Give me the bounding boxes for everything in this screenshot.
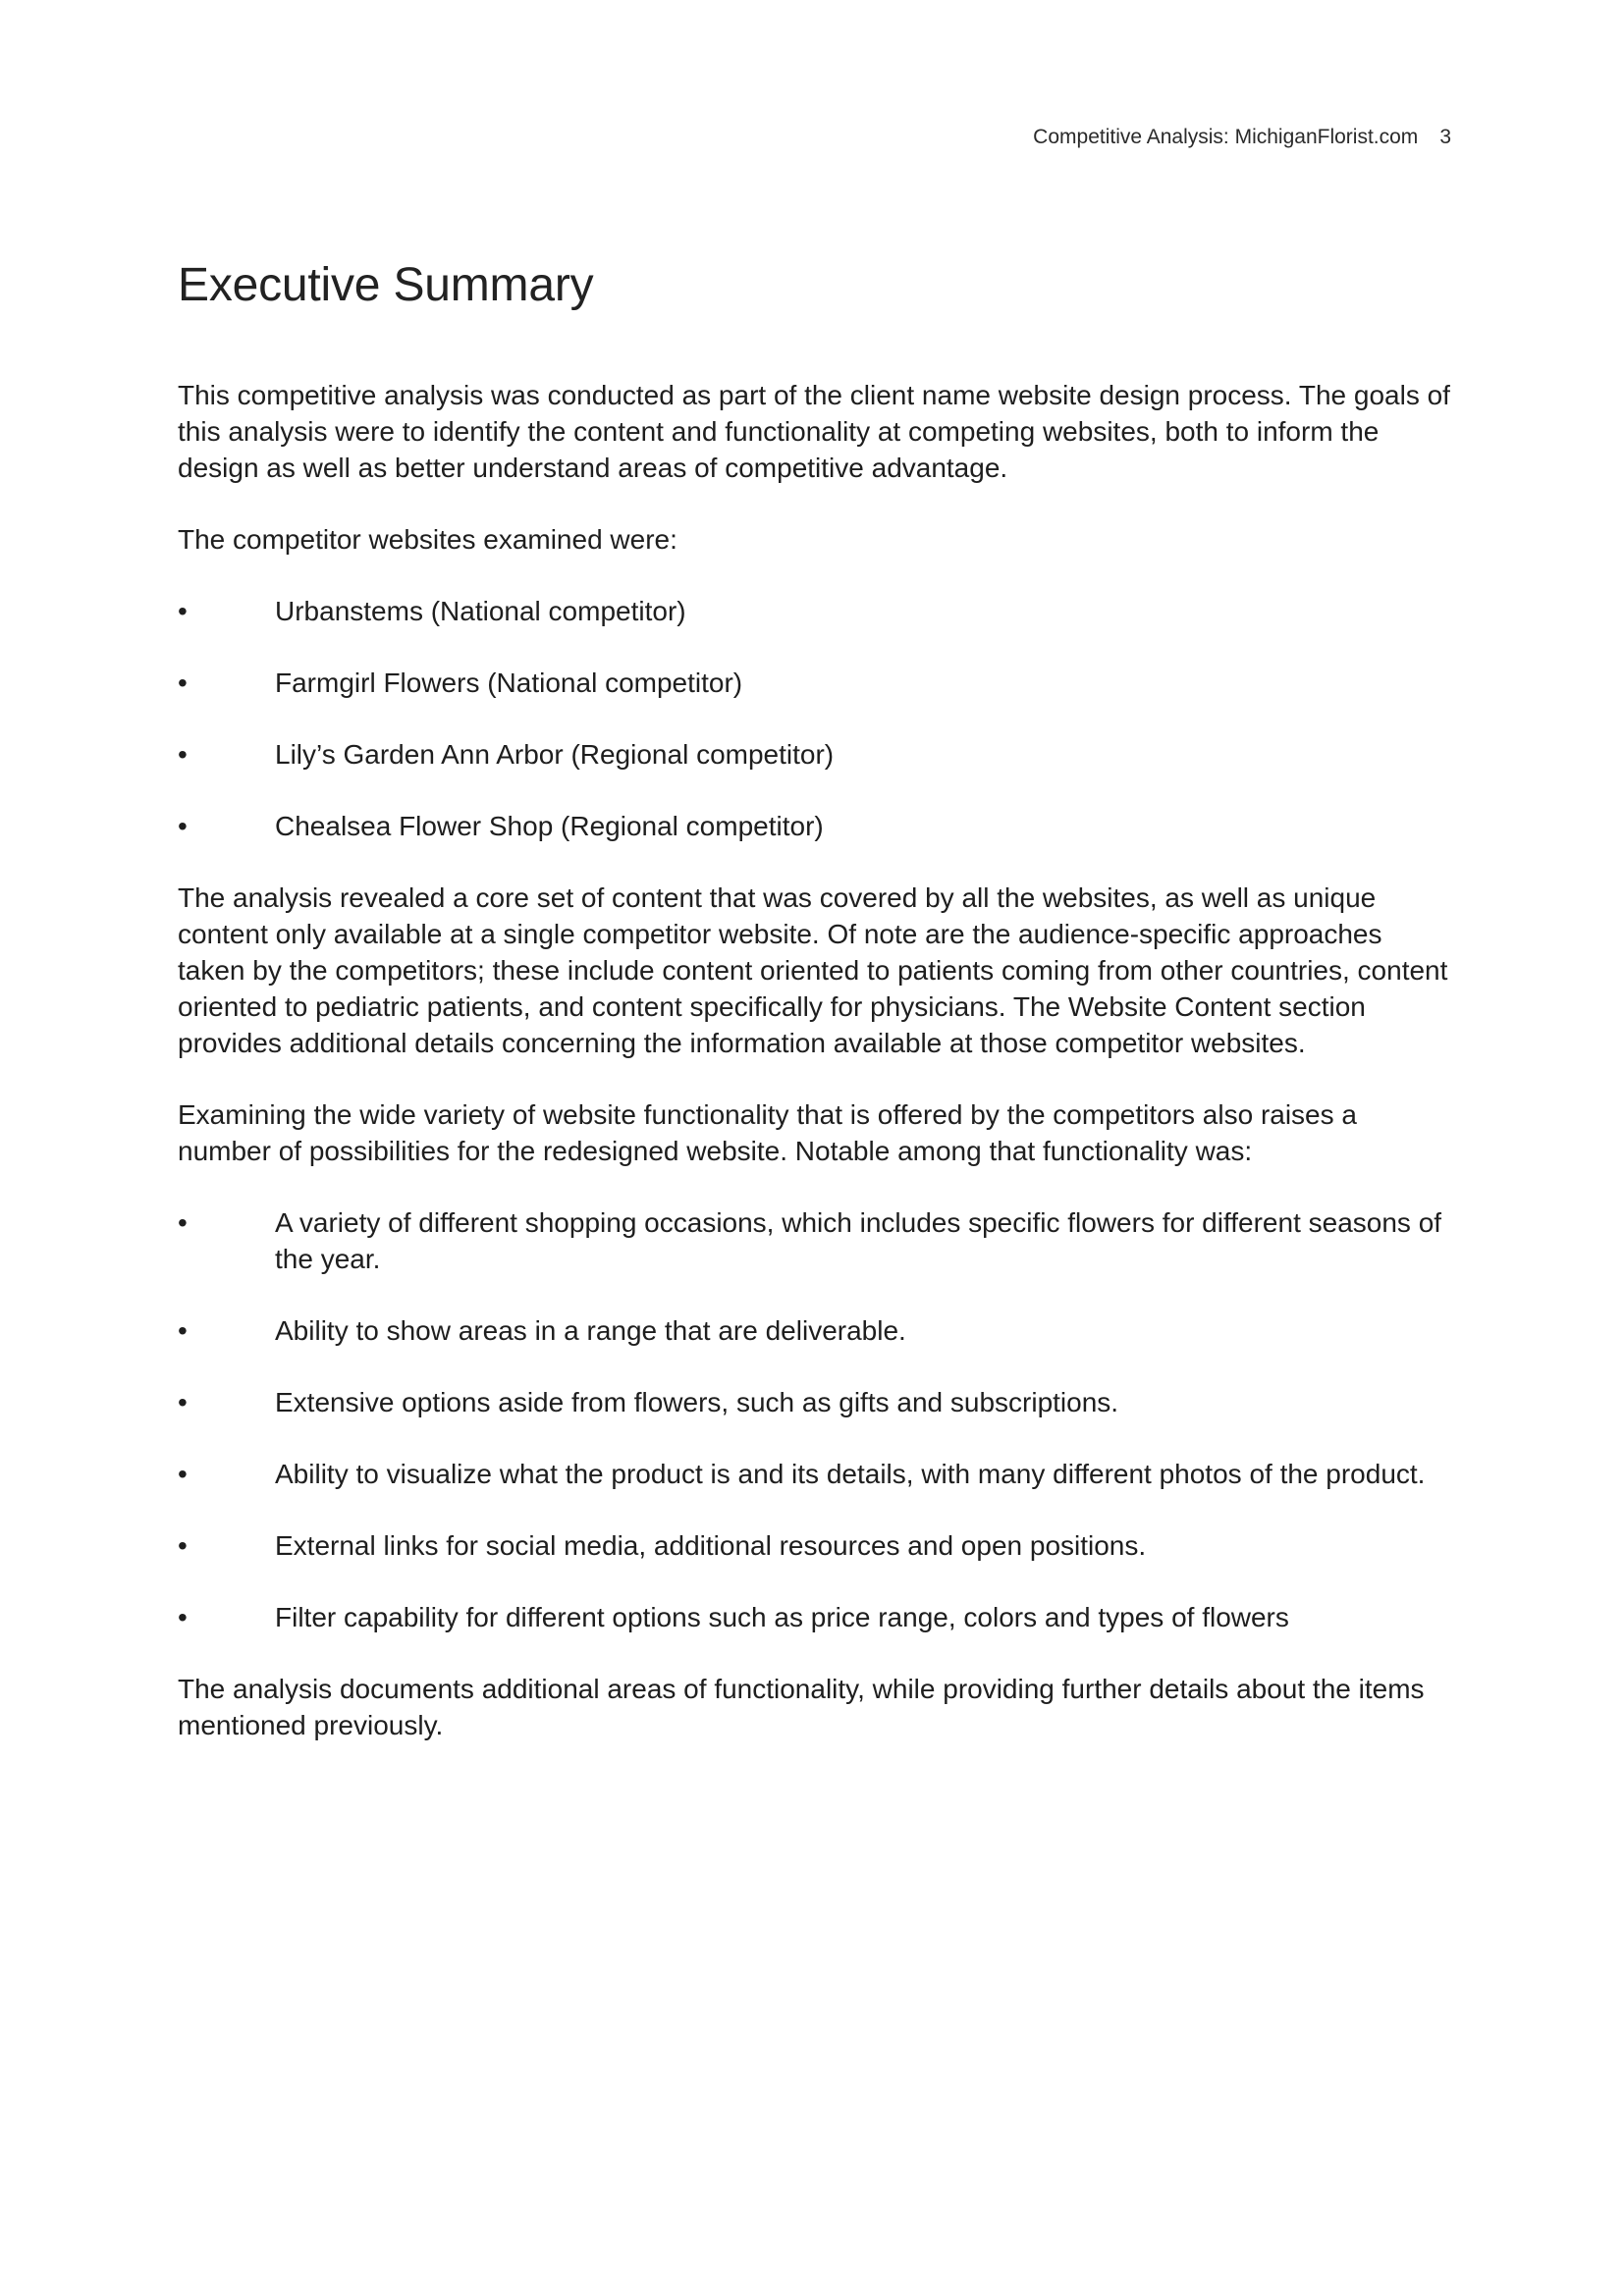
list-item-text: Chealsea Flower Shop (Regional competitor) [275,810,824,841]
bullet-icon: • [178,667,188,698]
list-item-text: Filter capability for different options such as price range, colors and types of flowers [275,1601,1289,1632]
list-item [178,1527,1454,1564]
list-item [178,1456,1454,1492]
list-item-text: Ability to show areas in a range that are deliverable. [275,1314,906,1346]
analysis-paragraph: The analysis revealed a core set of content that was covered by all the websites, as well as unique content only available at a single competitor website. Of note are the audience-specific approaches taken by the competitors; these include content oriented to patients coming from other countries, content oriented to pediatric patients, and content specifically for physicians. The Website Content section provides additional details concerning the information available at those competitor websites. [178,881,1448,1058]
page-number: 3 [1439,126,1451,148]
list-item [178,1384,1454,1420]
list-item-text: Ability to visualize what the product is and its details, with many different photos of the product. [275,1458,1426,1489]
functionality-list [178,1204,1454,1635]
running-header-title: Competitive Analysis: MichiganFlorist.com [1033,126,1419,148]
bullet-icon: • [178,1314,188,1346]
competitors-lead-paragraph: The competitor websites examined were: [178,523,677,555]
intro-paragraph: This competitive analysis was conducted as part of the client name website design process. The goals of this analysis were to identify the content and functionality at competing websites, both to inform the design as well as better understand areas of competitive advantage. [178,379,1450,483]
main-content [178,257,1454,1779]
bullet-icon: • [178,1386,188,1417]
running-header [1033,126,1451,149]
list-item-text: A variety of different shopping occasions, which includes specific flowers for different seasons of the year. [275,1206,1442,1274]
list-item-text: Lily’s Garden Ann Arbor (Regional competitor) [275,738,835,770]
competitor-list [178,593,1454,844]
list-item-text: Urbanstems (National competitor) [275,595,686,626]
functionality-lead-paragraph: Examining the wide variety of website functionality that is offered by the competitors also raises a number of possibilities for the redesigned website. Notable among that functionality was: [178,1098,1357,1166]
list-item [178,736,1454,773]
bullet-icon: • [178,1206,188,1238]
list-item [178,1204,1454,1277]
bullet-icon: • [178,738,188,770]
section-title: Executive Summary [178,259,594,311]
list-item [178,593,1454,629]
bullet-icon: • [178,1601,188,1632]
list-item-text: Farmgirl Flowers (National competitor) [275,667,743,698]
bullet-icon: • [178,1458,188,1489]
bullet-icon: • [178,810,188,841]
list-item [178,1312,1454,1349]
bullet-icon: • [178,1529,188,1561]
list-item-text: Extensive options aside from flowers, such as gifts and subscriptions. [275,1386,1119,1417]
list-item [178,665,1454,701]
list-item [178,808,1454,844]
list-item [178,1599,1454,1635]
list-item-text: External links for social media, additional resources and open positions. [275,1529,1147,1561]
bullet-icon: • [178,595,188,626]
closing-paragraph: The analysis documents additional areas of functionality, while providing further details about the items mentioned previously. [178,1673,1425,1740]
